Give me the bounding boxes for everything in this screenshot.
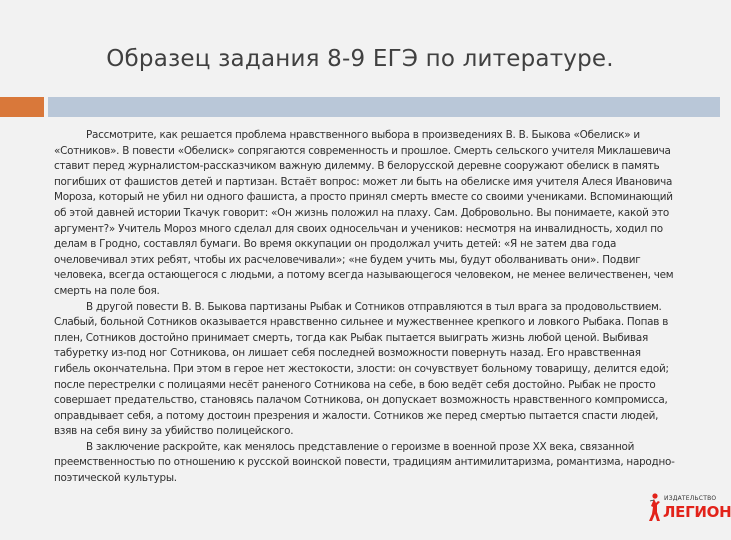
page-title: Образец задания 8-9 ЕГЭ по литературе. [106,46,614,72]
logo-name: ЛЕГИОН [663,503,731,521]
divider-accent-segment [0,97,44,117]
logo-caption: ИЗДАТЕЛЬСТВО [664,495,717,502]
paragraph-sotnikov: В другой повести В. В. Быкова партизаны Рыбак и Сотников отправляются в тыл врага за продовольствием. Слабый, больной Сотников оказывается нравственно сильнее и мужественнее крепкого и ловкого Рыбака. Попав в плен, Сотников достойно принимает смерть, тогда как Рыбак пытается выиграть жизнь любой ценой. Выбивая табуретку из-под ног Сотникова, он лишает себя последней возможности повернуть назад. Его нравственная гибель окончательна. При этом в герое нет жестокости, злости: он сочувствует больному товарищу, делится едой; после перестрелки с полицаями несёт раненого Сотникова на себе, в бою ведёт себя достойно. Рыбак не просто совершает предательство, становясь палачом Сотникова, он допускает возможность нравственного компромисса, оправдывает себя, а потому достоин презрения и жалости. Сотников же перед смертью пытается спасти людей, взяв на себя вину за убийство полицейского. [54,300,669,438]
publisher-logo [646,492,731,522]
task-text [54,128,676,487]
paragraph-obelisk: Рассмотрите, как решается проблема нравственного выбора в произведениях В. В. Быкова «Обелиск» и «Сотников». В повести «Обелиск» сопрягаются современность и прошлое. Смерть сельского учителя Миклашевича ставит перед журналистом-рассказчиком важную дилемму. В белорусской деревне сооружают обелиск в память погибших от фашистов детей и партизан. Встаёт вопрос: может ли быть на обелиске имя учителя Алеся Ивановича Мороза, который не убил ни одного фашиста, а просто принял смерть вместе со своими учениками. Вспоминающий об этой давней истории Ткачук говорит: «Он жизнь положил на плаху. Сам. Добровольно. Вы понимаете, какой это аргумент?» Учитель Мороз много сделал для своих односельчан и учеников: несмотря на инвалидность, ходил по делам в Гродно, составлял бумаги. Во время оккупации он продолжал учить детей: «Я не затем два года очеловечивал этих ребят, чтобы их расчеловечивали»; «не будем учить мы, будут оболванивать они». Подвиг человека, всегда остающегося с людьми, а потому всегда называющегося человеком, не менее величественен, чем смерть на поле боя. [54,129,674,297]
legion-figure-icon [646,492,662,522]
paragraph-conclusion: В заключение раскройте, как менялось представление о героизме в военной прозе XX века, связанной преемственностью по отношению к русской воинской повести, традициям антимилитаризма, романтизма, народно-поэтической культуры. [54,440,675,485]
divider-main-segment [48,97,720,117]
title-divider-bar [0,97,720,117]
